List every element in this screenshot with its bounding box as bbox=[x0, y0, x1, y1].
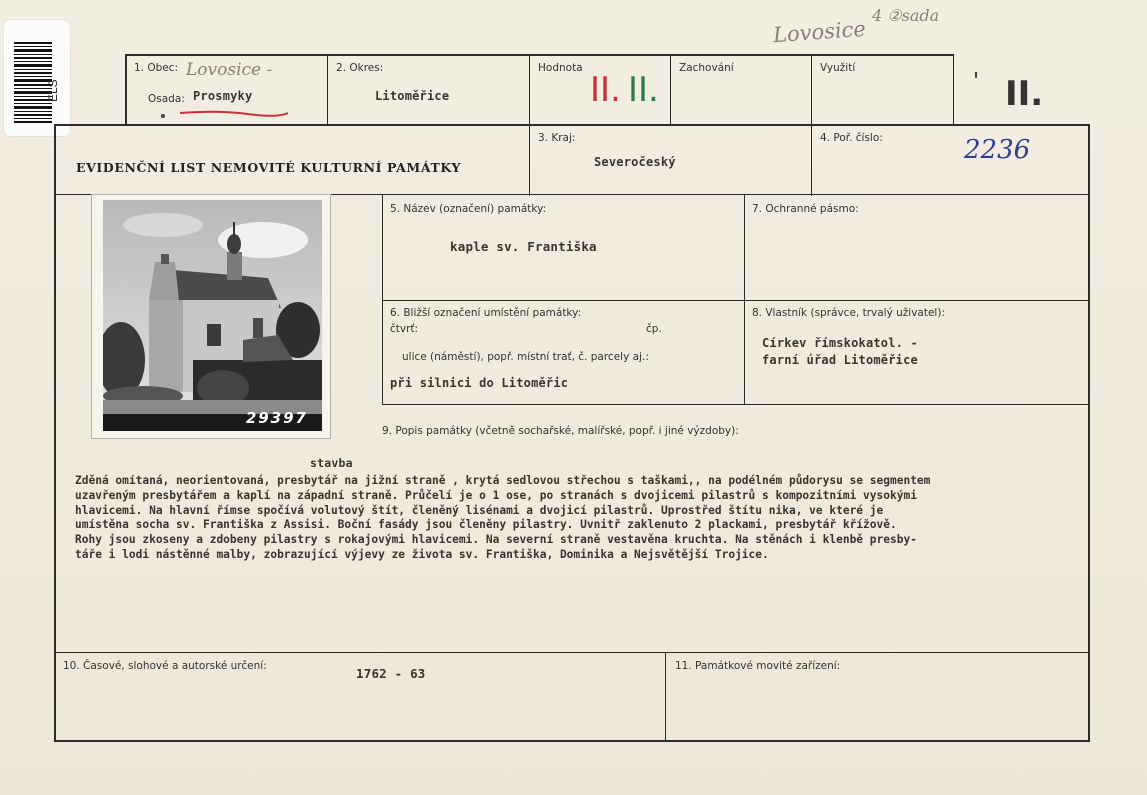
popis-label: 9. Popis památky (včetně sochařské, malířské, popř. i jiné výzdoby): bbox=[382, 425, 739, 437]
obec-value: Lovosice - bbox=[186, 60, 273, 80]
line bbox=[54, 124, 56, 741]
nazev-value: kaple sv. Františka bbox=[450, 239, 597, 254]
top-annotation: Lovosice bbox=[772, 16, 867, 48]
movite-label: 11. Památkové movité zařízení: bbox=[675, 660, 841, 672]
line bbox=[125, 54, 954, 56]
tick-mark bbox=[975, 72, 977, 78]
ulice-label: ulice (náměstí), popř. místní trať, č. parcely aj.: bbox=[402, 351, 649, 363]
line bbox=[670, 54, 671, 126]
hodnota-green: II. bbox=[628, 70, 659, 110]
dot-mark bbox=[161, 114, 165, 118]
por-cislo-value: 2236 bbox=[964, 135, 1031, 165]
casove-label: 10. Časové, slohové a autorské určení: bbox=[63, 660, 267, 672]
line bbox=[327, 54, 328, 126]
okres-value: Litoměřice bbox=[375, 89, 450, 103]
popis-line: uzavřeným presbytářem a kaplí na západní straně. Průčelí je o 1 ose, po stranách s dvojicemi pilastrů s kompozitními vysokými bbox=[75, 488, 917, 502]
vlastnik-line1: Církev římskokatol. - bbox=[762, 336, 918, 350]
hodnota-label: Hodnota bbox=[538, 62, 583, 74]
line bbox=[54, 740, 1090, 742]
kraj-label: 3. Kraj: bbox=[538, 132, 576, 144]
umisteni-value: při silnici do Litoměřic bbox=[390, 376, 569, 390]
line bbox=[54, 124, 1090, 126]
chapel-image bbox=[103, 200, 322, 431]
card-title: EVIDENČNÍ LIST NEMOVITÉ KULTURNÍ PAMÁTKY bbox=[76, 160, 462, 175]
line bbox=[125, 54, 127, 126]
kraj-value: Severočeský bbox=[594, 155, 676, 169]
popis-line: táře i lodi nástěnné malby, zobrazující výjevy ze života sv. Františka, Dominika a Nejsvětější Trojice. bbox=[75, 547, 769, 561]
barcode-text: ELS bbox=[46, 79, 60, 102]
line bbox=[1088, 124, 1090, 741]
line bbox=[953, 54, 954, 126]
osada-value: Prosmyky bbox=[193, 89, 253, 103]
photo-frame bbox=[91, 194, 331, 439]
cp-label: čp. bbox=[646, 323, 662, 335]
obec-label: 1. Obec: bbox=[134, 62, 179, 74]
umisteni-label: 6. Bližší označení umístění památky: bbox=[390, 307, 582, 319]
por-cislo-label: 4. Poř. číslo: bbox=[820, 132, 883, 144]
top-annotation-marks: 4 ②sada bbox=[872, 6, 940, 25]
barcode-sticker bbox=[4, 20, 70, 136]
popis-prefix: stavba bbox=[310, 456, 353, 470]
ctvrt-label: čtvrť: bbox=[390, 323, 419, 335]
vlastnik-label: 8. Vlastník (správce, trvalý uživatel): bbox=[752, 307, 945, 319]
popis-line: Zděná omítaná, neorientovaná, presbytář na jižní straně , krytá sedlovou střechou s taškami,, na podélném půdorysu se segmentem bbox=[75, 474, 931, 487]
chapel-photo bbox=[103, 200, 322, 431]
red-underline bbox=[178, 106, 290, 118]
okres-label: 2. Okres: bbox=[336, 62, 384, 74]
nazev-label: 5. Název (označení) památky: bbox=[390, 203, 547, 215]
vlastnik-line2: farní úřad Litoměřice bbox=[762, 353, 918, 367]
hodnota-red: II. bbox=[590, 70, 621, 110]
popis-text bbox=[75, 474, 1095, 563]
category-value: II. bbox=[1005, 74, 1044, 114]
casove-value: 1762 - 63 bbox=[356, 666, 426, 681]
barcode-icon bbox=[4, 20, 70, 136]
line bbox=[56, 652, 1089, 653]
popis-line: umístěna socha sv. Františka z Assisi. Boční fasády jsou členěny pilastry. Uvnitř zaklenuto 2 plackami, presbytář křížově. bbox=[75, 518, 897, 532]
line bbox=[382, 404, 1089, 405]
popis-line: hlavicemi. Na hlavní římse spočívá volutový štít, členěný lisénami a dvojicí pilastrů. Uprostřed štítu nika, ve které je bbox=[75, 503, 884, 517]
zachovani-label: Zachování bbox=[679, 62, 734, 74]
photo-number: 29397 bbox=[245, 409, 308, 427]
popis-line: Rohy jsou zkoseny a zdobeny pilastry s rokajovými hlavicemi. Na severní straně vestavěna kruchta. Na stěnách i klenbě presby- bbox=[75, 533, 917, 547]
ochranne-label: 7. Ochranné pásmo: bbox=[752, 203, 859, 215]
osada-label: Osada: bbox=[148, 93, 185, 105]
line bbox=[382, 300, 1089, 301]
line bbox=[665, 652, 666, 741]
vyuziti-label: Využití bbox=[820, 62, 856, 74]
